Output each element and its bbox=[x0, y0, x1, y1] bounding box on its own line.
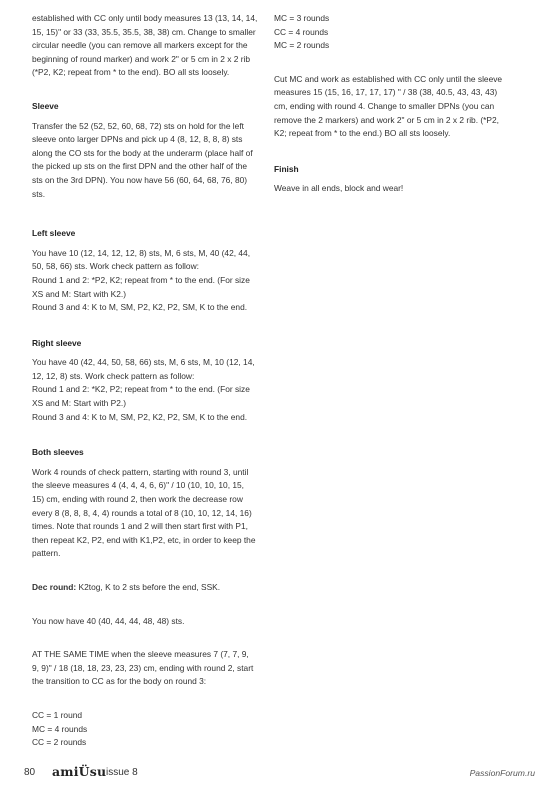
left-sleeve-paragraph-1: You have 10 (12, 14, 12, 12, 8) sts, M, 6 sts, M, 40 (42, 44, 50, 58, 66) sts. Work check pattern as follow: bbox=[32, 247, 251, 272]
finish-heading: Finish bbox=[274, 163, 299, 174]
cc-2-rounds: CC = 2 rounds bbox=[32, 737, 87, 748]
left-column bbox=[32, 12, 258, 750]
both-sleeves-heading: Both sleeves bbox=[32, 447, 84, 458]
now-have-paragraph: You now have 40 (40, 44, 44, 48, 48) sts. bbox=[32, 615, 185, 626]
issue-label: issue 8 bbox=[106, 767, 138, 778]
left-sleeve-paragraph-3: Round 3 and 4: K to M, SM, P2, K2, P2, SM, K to the end. bbox=[32, 302, 248, 313]
finish-paragraph: Weave in all ends, block and wear! bbox=[274, 183, 404, 194]
page-footer bbox=[0, 764, 541, 784]
sleeve-heading: Sleeve bbox=[32, 100, 59, 111]
dec-round-text: K2tog, K to 2 sts before the end, SSK. bbox=[76, 582, 221, 592]
cc-4-rounds: CC = 4 rounds bbox=[274, 26, 329, 37]
intro-paragraph: established with CC only until body measures 13 (13, 14, 14, 15, 15)" or 33 (33, 35.5, 35.5, 38, 38) cm. Change to smaller circular needle (you can remove all markers except for the beginning of round marker) and work 2" or 5 cm in 2 x 2 rib (*P2, K2; repeat from * to the end). BO all sts loosely. bbox=[32, 13, 258, 78]
right-sleeve-paragraph-1: You have 40 (42, 44, 50, 58, 66) sts, M, 6 sts, M, 10 (12, 14, 12, 12, 8) sts. Work check pattern as follow: bbox=[32, 357, 255, 381]
right-sleeve-paragraph-2: Round 1 and 2: *K2, P2; repeat from * to the end. (For size XS and M: Start with P2.) bbox=[32, 384, 250, 409]
mc-2-rounds: MC = 2 rounds bbox=[274, 40, 330, 51]
same-time-paragraph: AT THE SAME TIME when the sleeve measures 7 (7, 7, 9, 9, 9)" / 18 (18, 18, 23, 23, 23) cm, ending with round 2, start the transition to CC as for the body on round 3: bbox=[32, 649, 254, 687]
right-sleeve-heading: Right sleeve bbox=[32, 337, 82, 348]
dec-round-label: Dec round: bbox=[32, 582, 77, 592]
mc-3-rounds: MC = 3 rounds bbox=[274, 13, 330, 23]
right-sleeve-paragraph-3: Round 3 and 4: K to M, SM, P2, K2, P2, SM, K to the end. bbox=[32, 411, 248, 422]
amiusu-logo: amiÜsu bbox=[52, 764, 107, 779]
site-watermark: PassionForum.ru bbox=[469, 768, 535, 778]
mc-4-rounds: MC = 4 rounds bbox=[32, 723, 88, 734]
left-sleeve-heading: Left sleeve bbox=[32, 228, 76, 239]
page-number: 80 bbox=[24, 767, 36, 778]
sleeve-paragraph: Transfer the 52 (52, 52, 60, 68, 72) sts on hold for the left sleeve onto larger DPNs and pick up 4 (8, 12, 8, 8, 8) sts along the CO sts for the body at the underarm (place half of the picked up sts on the first DPN and the other half of the sts on the 3rd DPN). You now have 56 (60, 64, 68, 76, 80) sts. bbox=[32, 120, 253, 199]
right-column bbox=[274, 12, 510, 196]
cc-1-round: CC = 1 round bbox=[32, 709, 83, 720]
both-sleeves-paragraph: Work 4 rounds of check pattern, starting with round 3, until the sleeve measures 4 (4, 4, 4, 6, 6)" / 10 (10, 10, 10, 15, 15) cm, ending with round 2, then work the decrease row every 8 (8, 8, 8, 4, 4) rounds a total of 8 (10, 10, 12, 14, 16) times. Note that rounds 1 and 2 will then start first with P1, then repeat K2, P2, end with K1,P2, etc, in order to keep the pattern. bbox=[32, 466, 256, 559]
dec-round-paragraph bbox=[32, 581, 258, 595]
left-sleeve-paragraph-2: Round 1 and 2: *P2, K2; repeat from * to the end. (For size XS and M: Start with K2.) bbox=[32, 274, 250, 299]
cut-mc-paragraph: Cut MC and work as established with CC only until the sleeve measures 15 (15, 16, 17, 17, 17) " / 38 (38, 40.5, 43, 43, 43) cm, ending with round 4. Change to smaller DPNs (you can remove the 2 markers) and work 2" or 5 cm in 2 x 2 rib. (*P2, K2; repeat from * to the end.) BO all sts loosely. bbox=[274, 73, 503, 139]
